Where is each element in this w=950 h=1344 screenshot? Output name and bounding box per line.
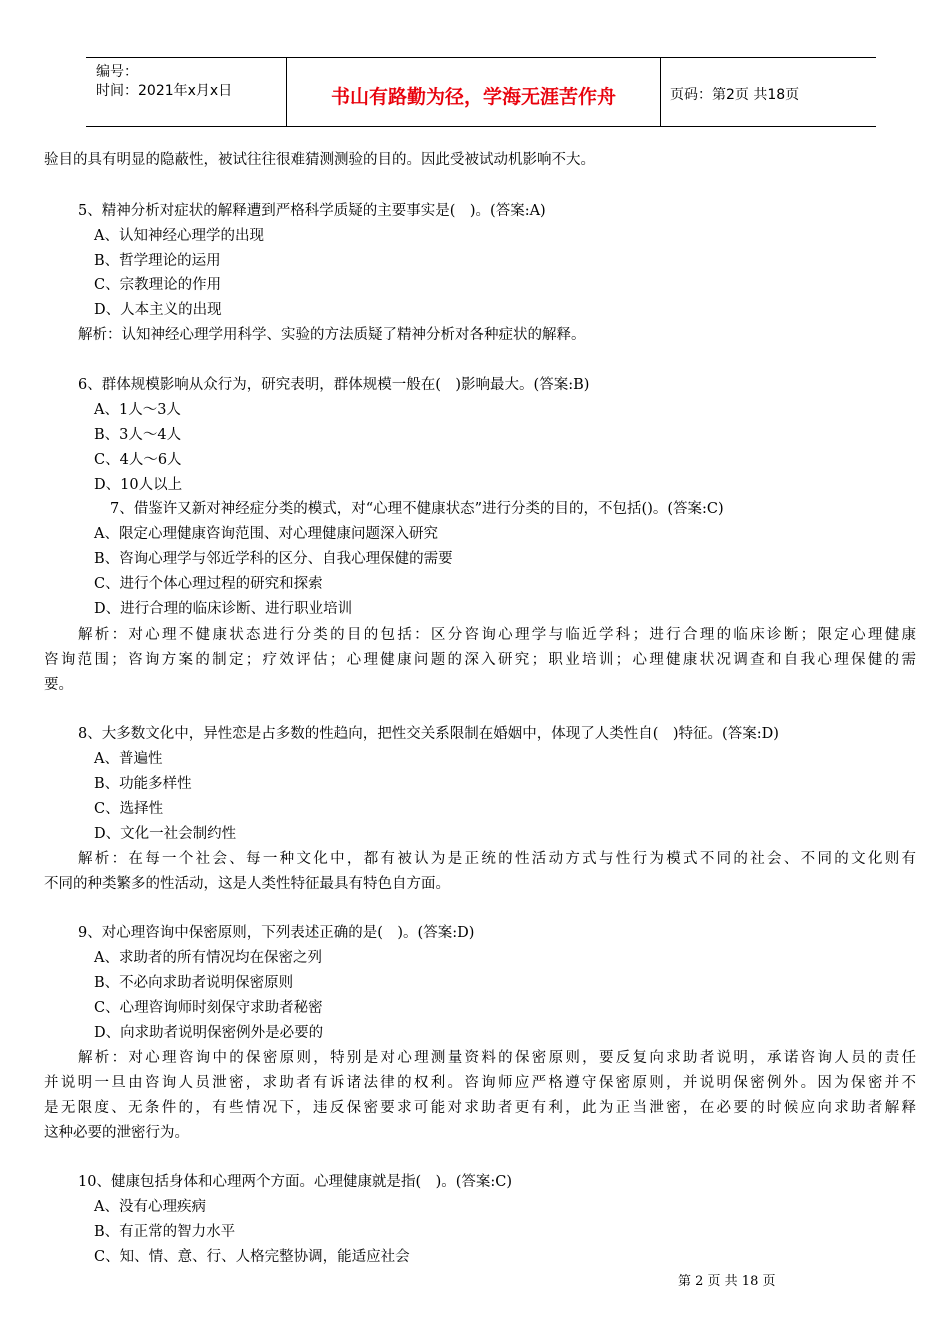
q5-analysis: 解析：认知神经心理学用科学、实验的方法质疑了精神分析对各种症状的解释。 — [78, 327, 586, 343]
number-label: 编号： — [96, 64, 138, 80]
q6-option-a: A、1人～3人 — [94, 402, 181, 418]
q9-option-d: D、向求助者说明保密例外是必要的 — [94, 1025, 324, 1041]
q9-analysis-line-4: 这种必要的泄密行为。 — [44, 1125, 189, 1141]
q10-question: 10、健康包括身体和心理两个方面。心理健康就是指( )。(答案:C) — [78, 1174, 513, 1190]
q7-option-c: C、进行个体心理过程的研究和探索 — [94, 576, 323, 592]
q5-option-c: C、宗教理论的作用 — [94, 277, 222, 293]
q10-option-a: A、没有心理疾病 — [94, 1199, 206, 1215]
q5-option-d: D、人本主义的出现 — [94, 302, 222, 318]
q5-option-b: B、哲学理论的运用 — [94, 253, 221, 269]
header-page-cell — [660, 58, 876, 126]
q9-analysis-line-3: 是无限度、无条件的，有些情况下，违反保密要求可能对求助者更有利，此为正当泄密，在必要的时候应向求助者解释 — [44, 1100, 916, 1116]
q8-option-b: B、功能多样性 — [94, 776, 192, 792]
q5-question: 5、精神分析对症状的解释遭到严格科学质疑的主要事实是( )。(答案:A) — [78, 203, 546, 219]
q8-analysis-line-1: 解析：在每一个社会、每一种文化中，都有被认为是正统的性活动方式与性行为模式不同的社会、不同的文化则有 — [78, 851, 916, 867]
header-meta-cell — [86, 58, 286, 126]
page-footer: 第 2 页 共 18 页 — [678, 1274, 776, 1289]
q7-question: 7、借鉴许又新对神经症分类的模式，对“心理不健康状态”进行分类的目的，不包括()。(答案:C) — [110, 501, 724, 517]
time-label: 时间：2021年x月x日 — [96, 83, 233, 99]
q8-analysis-line-2: 不同的种类繁多的性活动，这是人类性特征最具有特色自方面。 — [44, 876, 450, 892]
page-label: 页码：第2页 共18页 — [670, 87, 800, 103]
header-table — [86, 57, 876, 127]
header-motto-cell — [286, 58, 661, 126]
q9-option-a: A、求助者的所有情况均在保密之列 — [94, 950, 322, 966]
q7-option-a: A、限定心理健康咨询范围、对心理健康问题深入研究 — [94, 526, 438, 542]
q6-option-d: D、10人以上 — [94, 477, 183, 493]
q9-option-c: C、心理咨询师时刻保守求助者秘密 — [94, 1000, 323, 1016]
q7-analysis-line-2: 咨询范围；咨询方案的制定；疗效评估；心理健康问题的深入研究；职业培训；心理健康状况调查和自我心理保健的需 — [44, 652, 916, 668]
q10-option-b: B、有正常的智力水平 — [94, 1224, 236, 1240]
q8-question: 8、大多数文化中，异性恋是占多数的性趋向，把性交关系限制在婚姻中，体现了人类性自( )特征。(答案:D) — [78, 726, 779, 742]
q7-option-d: D、进行合理的临床诊断、进行职业培训 — [94, 601, 353, 617]
motto: 书山有路勤为径，学海无涯苦作舟 — [330, 86, 616, 108]
intro-line: 验目的具有明显的隐蔽性，被试往往很难猜测测验的目的。因此受被试动机影响不大。 — [44, 152, 595, 168]
q7-analysis-line-1: 解析：对心理不健康状态进行分类的目的包括：区分咨询心理学与临近学科；进行合理的临床诊断；限定心理健康 — [78, 627, 916, 643]
q9-analysis-line-2: 并说明一旦由咨询人员泄密，求助者有诉诸法律的权利。咨询师应严格遵守保密原则，并说明保密例外。因为保密并不 — [44, 1075, 916, 1091]
q9-option-b: B、不必向求助者说明保密原则 — [94, 975, 294, 991]
q6-question: 6、群体规模影响从众行为，研究表明，群体规模一般在( )影响最大。(答案:B) — [78, 377, 590, 393]
q7-analysis-line-3: 要。 — [44, 677, 73, 693]
q9-analysis-line-1: 解析：对心理咨询中的保密原则，特别是对心理测量资料的保密原则，要反复向求助者说明，承诺咨询人员的责任 — [78, 1050, 916, 1066]
q8-option-d: D、文化一社会制约性 — [94, 826, 237, 842]
q6-option-b: B、3人～4人 — [94, 427, 182, 443]
q6-option-c: C、4人～6人 — [94, 452, 182, 468]
q5-option-a: A、认知神经心理学的出现 — [94, 228, 264, 244]
q8-option-c: C、选择性 — [94, 801, 164, 817]
q8-option-a: A、普遍性 — [94, 751, 163, 767]
q7-option-b: B、咨询心理学与邻近学科的区分、自我心理保健的需要 — [94, 551, 453, 567]
q9-question: 9、对心理咨询中保密原则，下列表述正确的是( )。(答案:D) — [78, 925, 475, 941]
q10-option-c: C、知、情、意、行、人格完整协调，能适应社会 — [94, 1249, 410, 1265]
